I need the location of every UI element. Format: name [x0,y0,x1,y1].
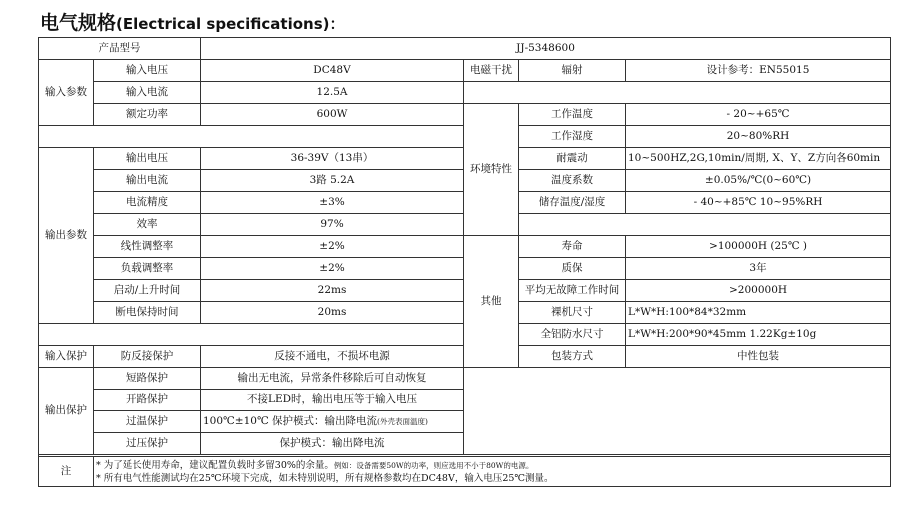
work-temp-label: 工作温度 [519,103,626,125]
table-row [39,367,891,389]
input-voltage-label: 输入电压 [94,59,201,81]
short-label: 短路保护 [94,367,201,389]
output-current-value: 3路 5.2A [201,169,464,191]
work-humidity-label: 工作湿度 [519,125,626,147]
packaging-label: 包装方式 [519,345,626,367]
alu-size-value: L*W*H:200*90*45mm 1.22Kg±10g [626,323,891,345]
reverse-value: 反接不通电，不损坏电源 [201,345,464,367]
env-group-label: 环境特性 [464,103,519,235]
open-label: 开路保护 [94,389,201,411]
mtbf-value: >200000H [626,279,891,301]
spec-table [38,37,891,487]
table-row [39,235,891,257]
mtbf-label: 平均无故障工作时间 [519,279,626,301]
input-current-label: 输入电流 [94,81,201,103]
vibration-value: 10~500HZ,2G,10min/周期, X、Y、Z方向各60min [626,147,891,169]
rise-time-value: 22ms [201,279,464,301]
rated-power-value: 600W [201,103,464,125]
empty-cell [464,81,891,103]
hold-time-label: 断电保持时间 [94,301,201,323]
table-row [39,38,891,60]
emi-label: 电磁干扰 [464,59,519,81]
lifetime-label: 寿命 [519,235,626,257]
notes-label: 注 [39,457,94,487]
model-value: JJ-5348600 [201,38,891,60]
table-row [39,103,891,125]
temp-coeff-value: ±0.05%/℃(0~60℃) [626,169,891,191]
rated-power-label: 额定功率 [94,103,201,125]
storage-value: - 40~+85℃ 10~95%RH [626,191,891,213]
current-accuracy-value: ±3% [201,191,464,213]
load-regulation-label: 负载调整率 [94,257,201,279]
warranty-value: 3年 [626,257,891,279]
overvolt-label: 过压保护 [94,433,201,455]
empty-cell [519,213,891,235]
alu-size-label: 全铝防水尺寸 [519,323,626,345]
title-zh: 电气规格 [40,12,117,34]
storage-label: 储存温度/湿度 [519,191,626,213]
emi-value: 设计参考：EN55015 [626,59,891,81]
overtemp-label: 过温保护 [94,411,201,433]
bare-size-value: L*W*H:100*84*32mm [626,301,891,323]
work-temp-value: - 20~+65℃ [626,103,891,125]
note-line-1 [96,459,888,472]
open-value: 不接LED时，输出电压等于输入电压 [201,389,464,411]
output-voltage-label: 输出电压 [94,147,201,169]
input-current-value: 12.5A [201,81,464,103]
page-title [40,8,345,35]
note-line-1-small: 例如：设备需要50W的功率，则应选用不小于80W的电源。 [333,460,534,470]
model-label: 产品型号 [39,38,201,60]
spacer-row [39,125,464,147]
overtemp-main: 100℃±10℃ 保护模式：输出降电流 [203,415,378,428]
table-row [39,59,891,81]
hold-time-value: 20ms [201,301,464,323]
line-regulation-label: 线性调整率 [94,235,201,257]
rise-time-label: 启动/上升时间 [94,279,201,301]
output-voltage-value: 36-39V（13串） [201,147,464,169]
line-regulation-value: ±2% [201,235,464,257]
input-voltage-value: DC48V [201,59,464,81]
current-accuracy-label: 电流精度 [94,191,201,213]
output-protect-group-label: 输出保护 [39,367,94,455]
notes-text [94,457,891,487]
bare-size-label: 裸机尺寸 [519,301,626,323]
reverse-label: 防反接保护 [94,345,201,367]
input-protect-group-label: 输入保护 [39,345,94,367]
warranty-label: 质保 [519,257,626,279]
empty-cell [464,367,891,455]
temp-coeff-label: 温度系数 [519,169,626,191]
efficiency-label: 效率 [94,213,201,235]
table-row [39,81,891,103]
lifetime-value: >100000H (25℃ ) [626,235,891,257]
packaging-value: 中性包装 [626,345,891,367]
title-en: (Electrical specifications)： [116,15,345,33]
short-value: 输出无电流，异常条件移除后可自动恢复 [201,367,464,389]
overvolt-value: 保护模式：输出降电流 [201,433,464,455]
spacer-row [39,323,464,345]
vibration-label: 耐震动 [519,147,626,169]
work-humidity-value: 20~80%RH [626,125,891,147]
output-current-label: 输出电流 [94,169,201,191]
load-regulation-value: ±2% [201,257,464,279]
note-line-2: * 所有电气性能测试均在25℃环境下完成，如未特别说明，所有规格参数均在DC48V，输入电压25℃测量。 [96,472,554,484]
overtemp-value [201,411,464,433]
output-group-label: 输出参数 [39,147,94,323]
input-group-label: 输入参数 [39,59,94,125]
overtemp-note: (外壳表面温度) [377,417,428,427]
other-group-label: 其他 [464,235,519,367]
table-row [39,457,891,487]
note-line-1-main: * 为了延长使用寿命，建议配置负载时多留30%的余量。 [96,459,334,471]
efficiency-value: 97% [201,213,464,235]
emi-sub-label: 辐射 [519,59,626,81]
